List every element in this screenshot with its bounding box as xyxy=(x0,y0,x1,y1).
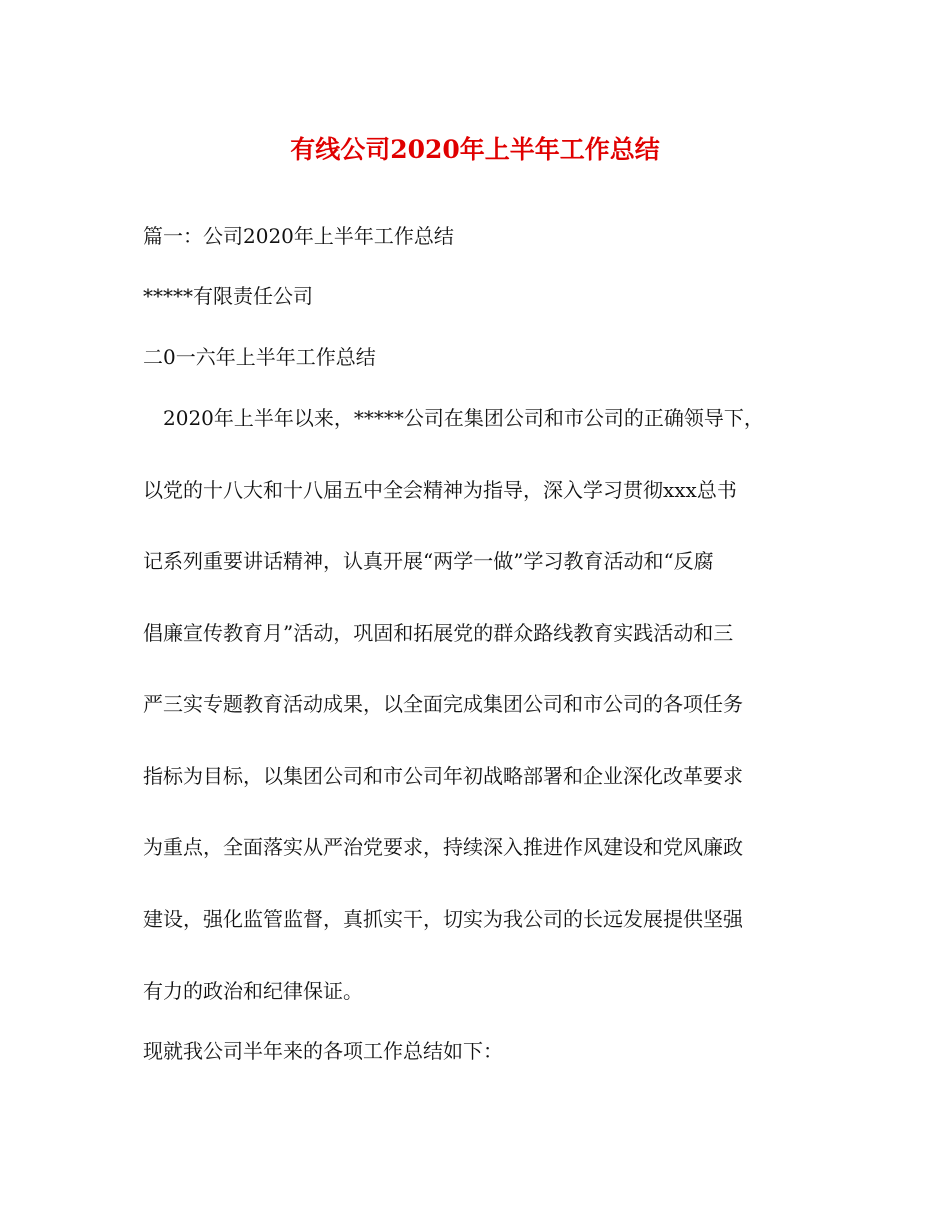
paragraph-line: 记系列重要讲话精神，认真开展“两学一做”学习教育活动和“反腐 xyxy=(143,549,714,573)
paragraph-line: 倡廉宣传教育月”活动，巩固和拓展党的群众路线教育实践活动和三 xyxy=(143,621,734,645)
paragraph-line: 2020年上半年以来，*****公司在集团公司和市公司的正确领导下， xyxy=(163,406,764,430)
paragraph-line: 严三实专题教育活动成果，以全面完成集团公司和市公司的各项任务 xyxy=(143,692,743,716)
company-name: *****有限责任公司 xyxy=(143,284,313,308)
paragraph-line: 以党的十八大和十八届五中全会精神为指导，深入学习贯彻xxx总书 xyxy=(143,478,737,502)
paragraph-line: 有力的政治和纪律保证。 xyxy=(143,979,363,1003)
section-heading: 篇一：公司2020年上半年工作总结 xyxy=(143,224,454,248)
paragraph-line: 建设，强化监管监督，真抓实干，切实为我公司的长远发展提供坚强 xyxy=(143,907,743,931)
paragraph-line: 指标为目标，以集团公司和市公司年初战略部署和企业深化改革要求 xyxy=(143,764,743,788)
document-title: 有线公司2020年上半年工作总结 xyxy=(290,135,660,164)
closing-statement: 现就我公司半年来的各项工作总结如下： xyxy=(143,1039,503,1063)
paragraph-line: 为重点，全面落实从严治党要求，持续深入推进作风建设和党风廉政 xyxy=(143,835,743,859)
report-subtitle: 二0一六年上半年工作总结 xyxy=(143,345,376,369)
